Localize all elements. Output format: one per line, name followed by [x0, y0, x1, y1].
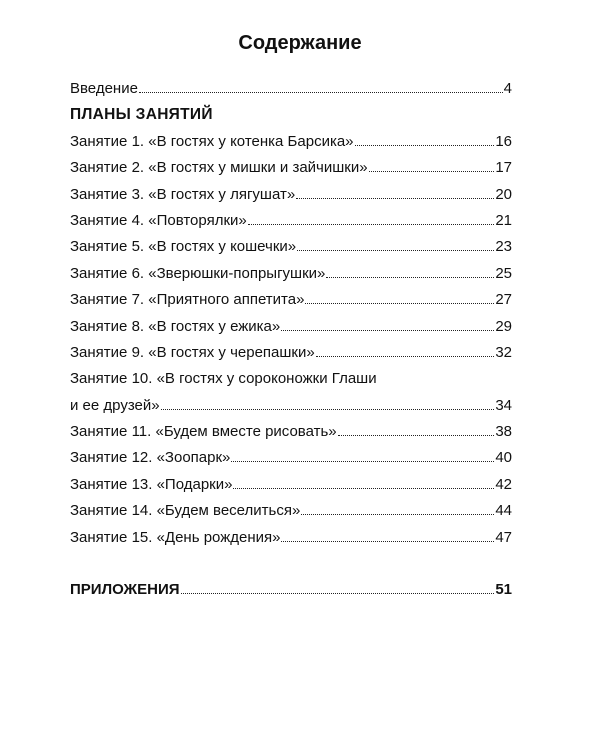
page-title: Содержание [238, 32, 362, 54]
toc-page-number: 40 [495, 449, 512, 467]
toc-entry-lesson [70, 265, 512, 291]
toc-entry-label: Занятие 4. «Повторялки» [70, 211, 247, 229]
toc-page-number: 4 [503, 80, 512, 97]
toc-entry-lesson [70, 344, 512, 370]
toc-page-number: 17 [495, 159, 512, 177]
leader-dots [281, 318, 494, 331]
toc-entry-lesson [70, 159, 512, 185]
table-of-contents [70, 80, 512, 607]
toc-entry-lesson [70, 133, 512, 159]
toc-entry-lesson-10-line2 [70, 397, 512, 423]
toc-entry-lesson [70, 238, 512, 264]
leader-dots [139, 80, 503, 93]
toc-entry-label: Занятие 3. «В гостях у лягушат» [70, 185, 296, 203]
toc-entry-label: Занятие 7. «Приятного аппетита» [70, 291, 305, 309]
toc-entry-lesson [70, 476, 512, 502]
toc-entry-label: Занятие 8. «В гостях у ежика» [70, 317, 281, 335]
toc-entry-label: Занятие 9. «В гостях у черепашки» [70, 343, 315, 361]
toc-page-number: 29 [495, 317, 512, 335]
toc-entry-lesson [70, 449, 512, 475]
toc-entry-label: Занятие 12. «Зоопарк» [70, 449, 231, 467]
toc-entry-lesson [70, 529, 512, 555]
leader-dots [161, 397, 495, 410]
toc-page-number: 32 [495, 343, 512, 361]
toc-page-number: 51 [495, 581, 512, 599]
leader-dots [297, 239, 494, 252]
toc-page-number: 25 [495, 264, 512, 282]
toc-entry-label: Занятие 15. «День рождения» [70, 528, 281, 546]
leader-dots [369, 159, 495, 172]
toc-entry-label: Занятие 1. «В гостях у котенка Барсика» [70, 132, 354, 150]
toc-page-number: 34 [495, 396, 512, 414]
toc-entry-lesson [70, 318, 512, 344]
toc-entry-lesson [70, 291, 512, 317]
leader-dots [231, 450, 494, 463]
leader-dots [316, 344, 495, 357]
toc-page-number: 47 [495, 528, 512, 546]
toc-entry-label: ПРИЛОЖЕНИЯ [70, 581, 180, 599]
toc-entry-lesson [70, 186, 512, 212]
toc-entry-intro [70, 80, 512, 106]
toc-page-number: 42 [495, 475, 512, 493]
toc-page-number: 20 [495, 185, 512, 203]
toc-entry-appendix [70, 581, 512, 607]
toc-page-number: 16 [495, 132, 512, 150]
leader-dots [248, 212, 495, 225]
leader-dots [326, 265, 494, 278]
leader-dots [355, 133, 495, 146]
toc-page-number: 21 [495, 211, 512, 229]
toc-page-number: 27 [495, 291, 512, 309]
toc-entry-label: Занятие 14. «Будем веселиться» [70, 502, 301, 520]
toc-entry-label: Введение [70, 80, 138, 97]
leader-dots [301, 503, 494, 516]
toc-page-number: 38 [495, 423, 512, 441]
toc-entry-label: Занятие 11. «Будем вместе рисовать» [70, 423, 337, 441]
toc-entry-label: Занятие 13. «Подарки» [70, 475, 233, 493]
toc-entry-lesson [70, 423, 512, 449]
toc-entry-label: Занятие 2. «В гостях у мишки и зайчишки» [70, 159, 368, 177]
toc-entry-lesson [70, 502, 512, 528]
toc-entry-label: Занятие 10. «В гостях у сороконожки Глаши [70, 370, 377, 388]
toc-page-number: 44 [495, 502, 512, 520]
leader-dots [338, 423, 495, 436]
leader-dots [281, 529, 494, 542]
toc-entry-lesson [70, 212, 512, 238]
leader-dots [181, 581, 495, 594]
section-heading-text: ПЛАНЫ ЗАНЯТИЙ [70, 106, 213, 124]
toc-entry-lesson-10-line1 [70, 370, 512, 396]
toc-entry-label: и ее друзей» [70, 396, 160, 414]
section-heading [70, 106, 512, 132]
toc-entry-label: Занятие 6. «Зверюшки-попрыгушки» [70, 264, 326, 282]
toc-entry-label: Занятие 5. «В гостях у кошечки» [70, 238, 297, 256]
leader-dots [233, 476, 494, 489]
spacer [70, 555, 512, 581]
leader-dots [296, 186, 494, 199]
toc-page-number: 23 [495, 238, 512, 256]
leader-dots [305, 291, 494, 304]
